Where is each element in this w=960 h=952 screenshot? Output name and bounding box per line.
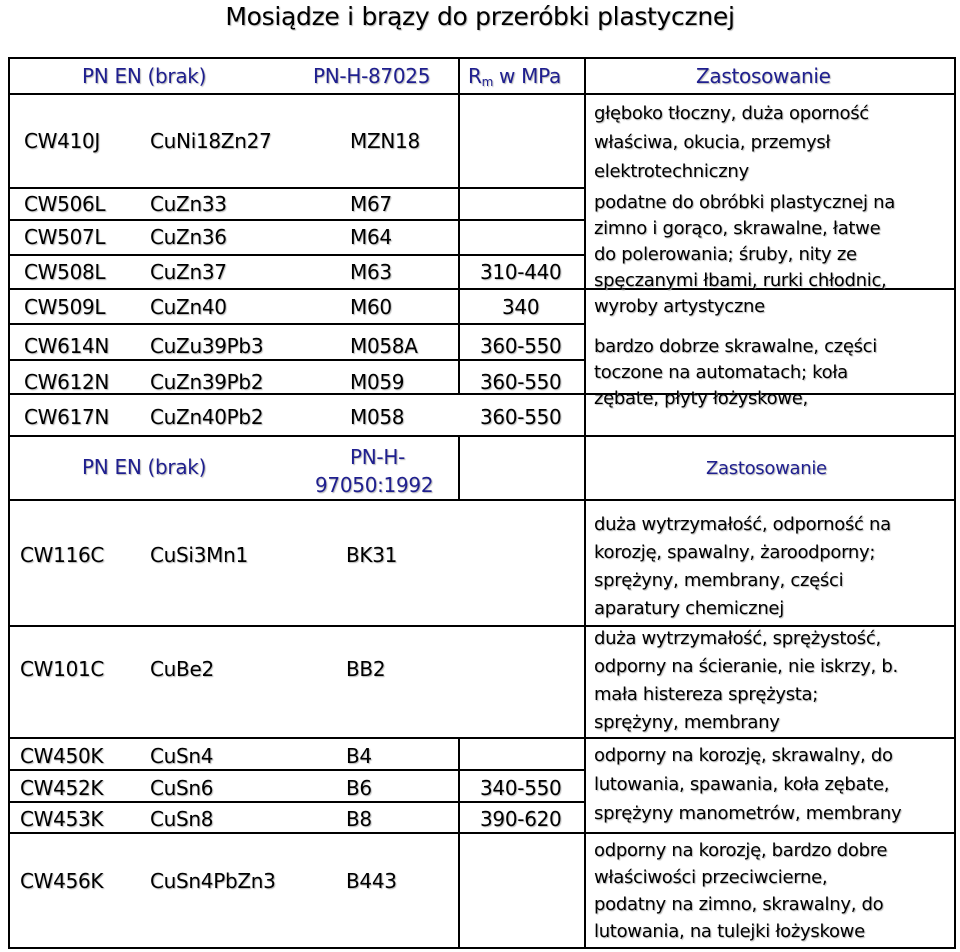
cell-pn: M058A: [350, 334, 418, 358]
cell-en: CW116C: [20, 543, 105, 567]
header-application: Zastosowanie: [696, 64, 831, 88]
cell-en: CW410J: [24, 129, 101, 153]
cell-alloy: CuZn40Pb2: [150, 405, 264, 429]
cell-en: CW453K: [20, 807, 104, 831]
cell-en: CW452K: [20, 776, 104, 800]
cell-pn: M64: [350, 225, 392, 249]
alloy-table: [8, 57, 956, 949]
cell-alloy: CuSi3Mn1: [150, 543, 248, 567]
cell-rm: 360-550: [480, 370, 562, 394]
application-text: głęboko tłoczny, duża oporność właściwa, okucia, przemysł elektrotechniczny: [594, 103, 869, 182]
cell-pn: M63: [350, 260, 392, 284]
cell-en: CW614N: [24, 334, 110, 358]
cell-alloy: CuBe2: [150, 657, 214, 681]
cell-en: CW508L: [24, 260, 106, 284]
cell-pn: B6: [346, 776, 372, 800]
cell-rm: 340-550: [480, 776, 562, 800]
cell-en: CW506L: [24, 192, 106, 216]
application-text: duża wytrzymałość, odporność na korozję, spawalny, żaroodporny; sprężyny, membrany, części aparatury chemicznej: [594, 514, 891, 619]
cell-pn: B443: [346, 869, 397, 893]
cell-en: CW507L: [24, 225, 106, 249]
cell-alloy: CuNi18Zn27: [150, 129, 272, 153]
application-text: bardzo dobrze skrawalne, części toczone na automatach; koła zębate, płyty łożyskowe,: [594, 336, 877, 409]
cell-pn: B4: [346, 744, 372, 768]
cell-en: CW450K: [20, 744, 104, 768]
cell-en: CW101C: [20, 657, 105, 681]
cell-alloy: CuSn8: [150, 807, 214, 831]
cell-pn: M67: [350, 192, 392, 216]
cell-alloy: CuZn36: [150, 225, 227, 249]
cell-alloy: CuZn37: [150, 260, 227, 284]
cell-pn: BK31: [346, 543, 398, 567]
header-pn-en: PN EN (brak): [82, 455, 207, 479]
header-pn-en: PN EN (brak): [82, 64, 207, 88]
cell-alloy: CuSn6: [150, 776, 214, 800]
cell-rm: 340: [502, 295, 540, 319]
application-text: odporny na korozję, bardzo dobre właściwości przeciwcierne, podatny na zimno, skrawalny, do lutowania, na tulejki łożyskowe: [594, 840, 888, 942]
header-application: Zastosowanie: [706, 458, 827, 479]
cell-pn: M058: [350, 405, 405, 429]
header-pn-h-97050: PN-H-: [350, 445, 405, 469]
cell-rm: 310-440: [480, 260, 562, 284]
cell-en: CW509L: [24, 295, 106, 319]
cell-alloy: CuZn39Pb2: [150, 370, 264, 394]
application-text: podatne do obróbki plastycznej na zimno i gorąco, skrawalne, łatwe do polerowania; śruby, nity ze spęczanymi łbami, rurki chłodnic, wyroby artystyczne: [594, 192, 895, 317]
cell-en: CW617N: [24, 405, 110, 429]
cell-alloy: CuSn4: [150, 744, 214, 768]
application-text: duża wytrzymałość, sprężystość, odporny na ścieranie, nie iskrzy, b. mała histereza sprężysta; sprężyny, membrany: [594, 628, 898, 733]
cell-alloy: CuSn4PbZn3: [150, 869, 276, 893]
cell-pn: BB2: [346, 657, 386, 681]
cell-rm: 390-620: [480, 807, 562, 831]
header-pn-h-97050-year: 97050:1992: [315, 473, 434, 497]
cell-rm: 360-550: [480, 405, 562, 429]
page-title: Mosiądze i brązy do przeróbki plastycznej: [225, 2, 735, 31]
cell-en: CW456K: [20, 869, 104, 893]
cell-alloy: CuZn40: [150, 295, 227, 319]
cell-alloy: CuZu39Pb3: [150, 334, 264, 358]
cell-pn: B8: [346, 807, 372, 831]
cell-alloy: CuZn33: [150, 192, 227, 216]
header-rm-mpa: $R_m$ w MPa: [468, 64, 561, 89]
application-text: odporny na korozję, skrawalny, do lutowania, spawania, koła zębate, sprężyny manometrów, membrany: [594, 745, 902, 824]
cell-pn: M60: [350, 295, 392, 319]
cell-pn: M059: [350, 370, 405, 394]
cell-rm: 360-550: [480, 334, 562, 358]
cell-pn: MZN18: [350, 129, 420, 153]
header-pn-h-87025: PN-H-87025: [313, 64, 431, 88]
cell-en: CW612N: [24, 370, 110, 394]
